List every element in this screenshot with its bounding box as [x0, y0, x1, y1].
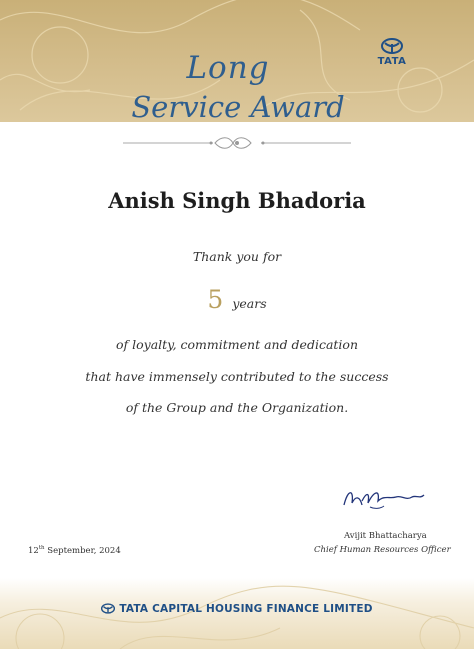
tata-small-logo-icon	[101, 603, 115, 614]
award-title-line2: Service Award	[131, 90, 345, 124]
company-name	[0, 603, 474, 615]
award-title	[118, 50, 358, 130]
years-line	[0, 285, 474, 314]
recipient-name: Anish Singh Bhadoria	[108, 188, 366, 213]
award-title-line1: Long	[186, 50, 270, 86]
years-word: years	[232, 296, 267, 311]
tata-brand-text: TATA	[377, 56, 407, 67]
award-date	[28, 545, 121, 556]
body-line-2: that have immensely contributed to the success	[85, 369, 389, 384]
date-suffix: th	[38, 545, 45, 551]
body-line-3: of the Group and the Organization.	[125, 400, 349, 415]
tata-logo	[370, 38, 414, 80]
tata-logo-icon	[381, 38, 403, 54]
company-name-text: TATA CAPITAL HOUSING FINANCE LIMITED	[119, 603, 373, 615]
years-number: 5	[207, 285, 224, 314]
body-line-1: of loyalty, commitment and dedication	[115, 337, 358, 352]
thanks-text: Thank you for	[192, 249, 282, 264]
signer-name: Avijit Bhattacharya	[344, 531, 427, 541]
date-day: 12	[28, 545, 39, 556]
date-rest: September, 2024	[44, 545, 121, 556]
signer-title: Chief Human Resources Officer	[314, 545, 451, 555]
signature-image	[340, 483, 428, 513]
ornament-divider-icon	[123, 136, 351, 150]
